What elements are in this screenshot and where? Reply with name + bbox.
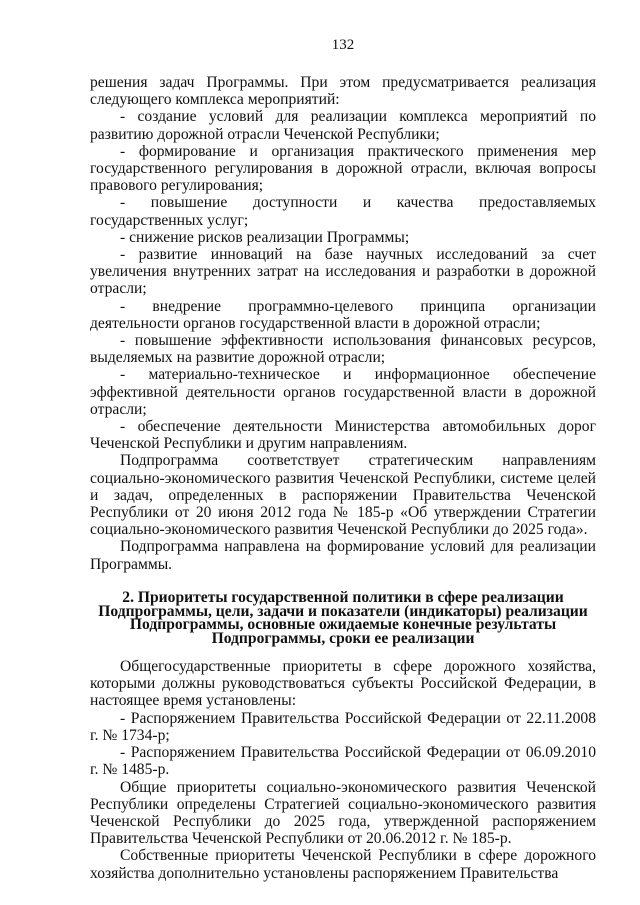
list-item-innovation: - развитие инноваций на базе научных исследований за счет увеличения внутренних затрат на исследования и разработки в дорожной отрасли;: [90, 246, 596, 298]
heading-line: 2. Приоритеты государственной политики в сфере реализации: [122, 588, 564, 606]
section-heading: [90, 588, 596, 648]
list-item-ministry: - обеспечение деятельности Министерства автомобильных дорог Чеченской Республики и другим направлениям.: [90, 418, 596, 453]
list-item-regulation: - формирование и организация практического применения мер государственного регулирования в дорожной отрасли, включая вопросы правового регулирования;: [90, 142, 596, 195]
list-item-risks: - снижение рисков реализации Программы;: [120, 228, 410, 246]
list-item-conditions: - создание условий для реализации комплекса мероприятий по развитию дорожной отрасли Чеченской Республики;: [90, 108, 596, 143]
page-number: 132: [331, 37, 355, 53]
list-item-decree-1734: - Распоряжением Правительства Российской Федерации от 22.11.2008 г. № 1734-р;: [90, 709, 596, 744]
paragraph-general-priorities: Общие приоритеты социально-экономического развития Чеченской Республики определены Стратегией социально-экономического развития Чеченской Республики до 2025 года, утвержденной распоряжением Правительства Чеченской Республики от 20.06.2012 г. № 185-р.: [90, 778, 596, 848]
bottom-text-block: [90, 658, 596, 882]
top-text-block: [90, 74, 596, 573]
heading-line: Подпрограммы, основные ожидаемые конечные результаты: [129, 616, 557, 634]
paragraph-subprogram-aim: Подпрограмма направлена на формирование условий для реализации Программы.: [90, 538, 596, 573]
document-page: [90, 36, 596, 882]
list-item-accessibility: - повышение доступности и качества предоставляемых государственных услуг;: [90, 194, 596, 229]
list-item-financial-efficiency: - повышение эффективности использования финансовых ресурсов, выделяемых на развитие дорожной отрасли;: [90, 332, 596, 367]
list-item-decree-1485: - Распоряжением Правительства Российской Федерации от 06.09.2010 г. № 1485-р.: [90, 744, 596, 779]
paragraph-intro: решения задач Программы. При этом предусматривается реализация следующего комплекса мероприятий:: [90, 74, 596, 109]
paragraph-national-priorities: Общегосударственные приоритеты в сфере дорожного хозяйства, которыми должны руководствоваться субъекты Российской Федерации, в настоящее время установлены:: [90, 658, 596, 710]
paragraph-strategy: Подпрограмма соответствует стратегическим направлениям социально-экономического развития Чеченской Республики, системе целей и задач, определенных в распоряжении Правительства Чеченской Республики от 20 июня 2012 года № 185-р «Об утверждении Стратегии социально-экономического развития Чеченской Республики до 2025 года».: [90, 452, 596, 539]
list-item-material-support: - материально-техническое и информационное обеспечение эффективной деятельности органов государственной власти в дорожной отрасли;: [90, 366, 596, 418]
paragraph-own-priorities: Собственные приоритеты Чеченской Республики в сфере дорожного хозяйства дополнительно установлены распоряжением Правительства: [90, 847, 596, 882]
heading-line: Подпрограммы, сроки ее реализации: [211, 630, 475, 648]
heading-line: Подпрограммы, цели, задачи и показатели (индикаторы) реализации: [98, 602, 588, 620]
list-item-program-principle: - внедрение программно-целевого принципа организации деятельности органов государственной власти в дорожной отрасли;: [90, 297, 596, 332]
